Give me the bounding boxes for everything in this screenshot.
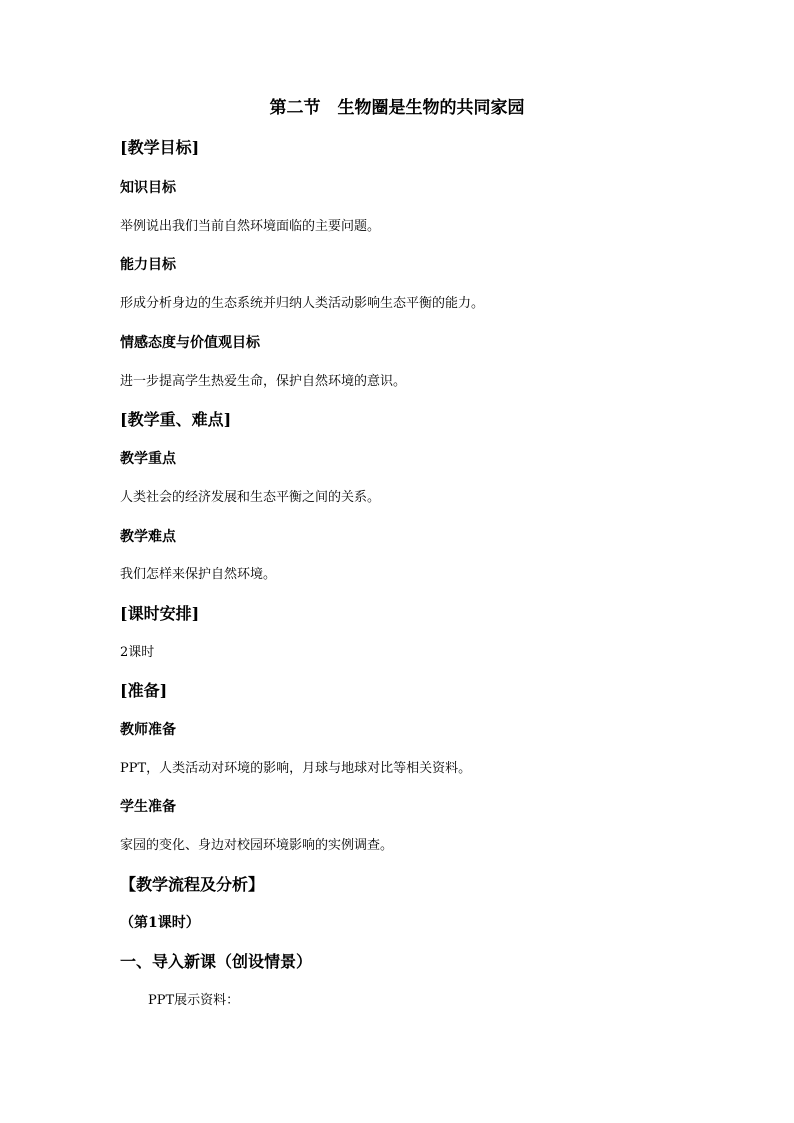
subheading-difficulty: 教学难点 <box>120 529 176 545</box>
paragraph-key: 人类社会的经济发展和生态平衡之间的关系。 <box>120 490 381 505</box>
subheading-knowledge: 知识目标 <box>120 180 176 196</box>
section-heading-schedule: [课时安排] <box>120 604 200 623</box>
paragraph-emotion: 进一步提高学生热爱生命，保护自然环境的意识。 <box>120 374 407 389</box>
paragraph-teacher-prep: PPT，人类活动对环境的影响，月球与地球对比等相关资料。 <box>120 761 472 776</box>
subheading-student-prep: 学生准备 <box>120 799 176 815</box>
subheading-teacher-prep: 教师准备 <box>120 722 176 738</box>
section-heading-preparation: [准备] <box>120 681 168 700</box>
subheading-ability: 能力目标 <box>120 257 176 273</box>
section-heading-key-points: [教学重、难点] <box>120 410 232 429</box>
section-heading-intro: 一、导入新课（创设情景） <box>120 952 313 971</box>
paragraph-schedule: 2课时 <box>120 645 155 660</box>
paragraph-student-prep: 家园的变化、身边对校园环境影响的实例调查。 <box>120 838 394 853</box>
page-title: 第二节 生物圈是生物的共同家园 <box>269 98 525 118</box>
subheading-key: 教学重点 <box>120 451 176 467</box>
paragraph-ability: 形成分析身边的生态系统并归纳人类活动影响生态平衡的能力。 <box>120 296 485 311</box>
subheading-emotion: 情感态度与价值观目标 <box>120 335 260 351</box>
paragraph-difficulty: 我们怎样来保护自然环境。 <box>120 567 277 582</box>
section-heading-objectives: [教学目标] <box>120 138 200 157</box>
paragraph-ppt: PPT展示资料： <box>148 993 240 1008</box>
section-heading-process: 【教学流程及分析】 <box>120 875 265 894</box>
paragraph-knowledge: 举例说出我们当前自然环境面临的主要问题。 <box>120 219 381 234</box>
lesson-label: （第1课时） <box>120 915 200 931</box>
